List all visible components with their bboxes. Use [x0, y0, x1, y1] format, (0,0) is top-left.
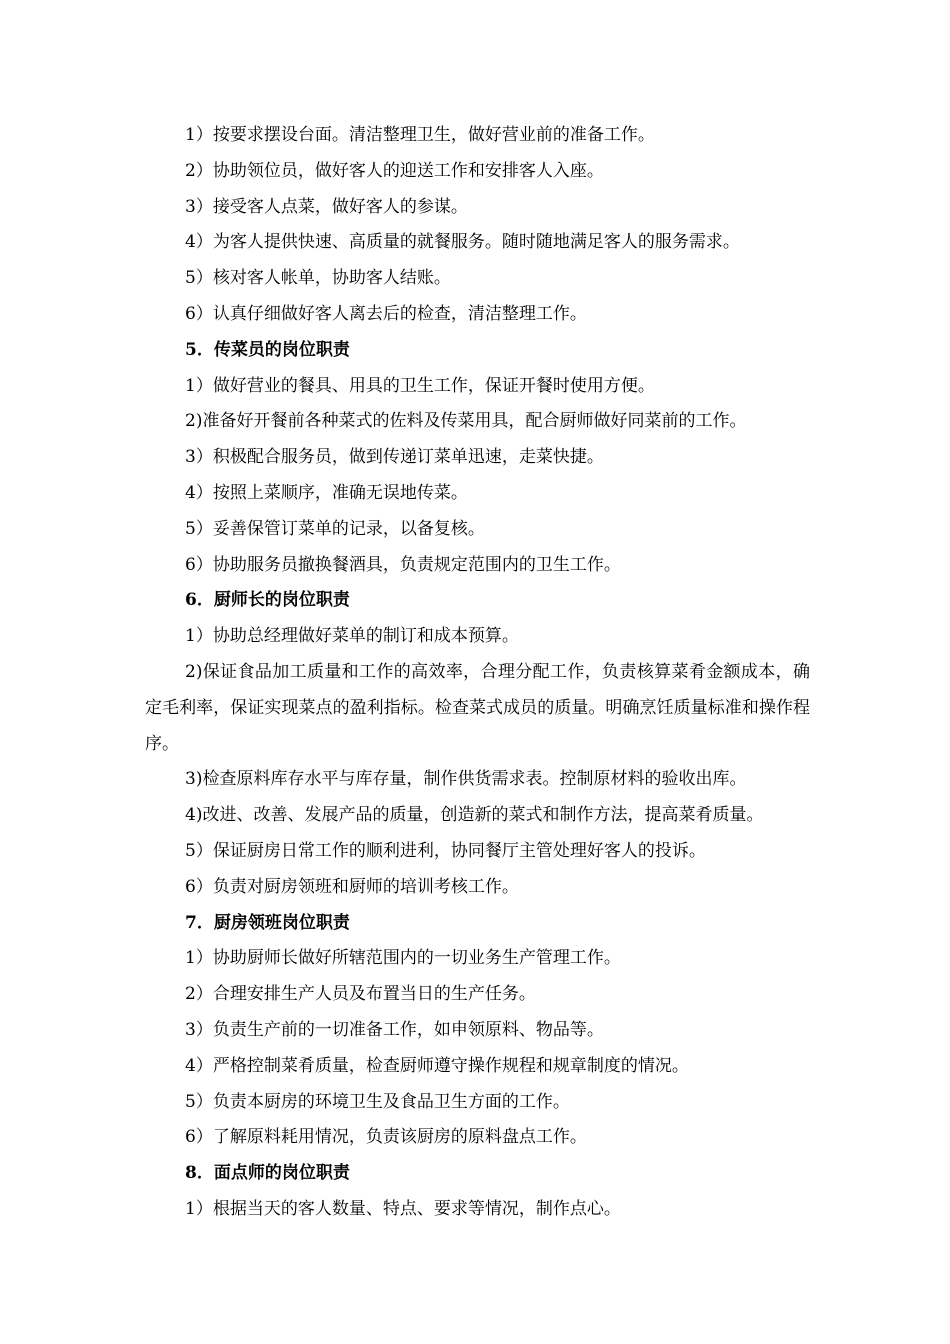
list-item: 3)检查原料库存水平与库存量，制作供货需求表。控制原材料的验收出库。 [185, 769, 747, 790]
list-item: 1）做好营业的餐具、用具的卫生工作，保证开餐时使用方便。 [185, 375, 655, 396]
list-item: 4）按照上菜顺序，准确无误地传菜。 [185, 482, 468, 503]
section-heading-pastry-chef: 8．面点师的岗位职责 [185, 1163, 350, 1184]
list-item: 3）接受客人点菜，做好客人的参谋。 [185, 196, 468, 217]
list-item: 1）协助总经理做好菜单的制订和成本预算。 [185, 626, 519, 647]
list-item: 2）协助领位员，做好客人的迎送工作和安排客人入座。 [185, 160, 604, 181]
list-item: 1）根据当天的客人数量、特点、要求等情况，制作点心。 [185, 1198, 621, 1219]
list-item: 6）负责对厨房领班和厨师的培训考核工作。 [185, 876, 519, 897]
list-item: 1）协助厨师长做好所辖范围内的一切业务生产管理工作。 [185, 948, 621, 969]
list-item: 6）认真仔细做好客人离去后的检查，清洁整理工作。 [185, 303, 587, 324]
list-item: 5）妥善保管订菜单的记录，以备复核。 [185, 518, 485, 539]
list-item: 5）负责本厨房的环境卫生及食品卫生方面的工作。 [185, 1091, 570, 1112]
list-item-paragraph: 2)保证食品加工质量和工作的高效率，合理分配工作，负责核算菜肴金额成本，确定毛利率，保证实现菜点的盈利指标。检查菜式成员的质量。明确烹饪质量标准和操作程序。 [145, 661, 810, 754]
section-heading-kitchen-supervisor: 7．厨房领班岗位职责 [185, 912, 350, 933]
list-item: 2）合理安排生产人员及布置当日的生产任务。 [185, 984, 536, 1005]
list-item: 6）协助服务员撤换餐酒具，负责规定范围内的卫生工作。 [185, 554, 621, 575]
document-body [145, 118, 810, 1228]
list-item: 2)准备好开餐前各种菜式的佐料及传菜用具，配合厨师做好同菜前的工作。 [185, 411, 747, 432]
section-heading-head-chef: 6．厨师长的岗位职责 [185, 590, 350, 611]
list-item: 4)改进、改善、发展产品的质量，创造新的菜式和制作方法，提高菜肴质量。 [185, 805, 764, 826]
list-item: 1）按要求摆设台面。清洁整理卫生，做好营业前的准备工作。 [185, 125, 655, 145]
list-item: 6）了解原料耗用情况，负责该厨房的原料盘点工作。 [185, 1127, 587, 1148]
list-item: 5）保证厨房日常工作的顺利进利，协同餐厅主管处理好客人的投诉。 [185, 840, 706, 861]
section-heading-food-runner: 5．传菜员的岗位职责 [185, 339, 350, 360]
list-item: 4）严格控制菜肴质量，检查厨师遵守操作规程和规章制度的情况。 [185, 1055, 689, 1076]
list-item: 5）核对客人帐单，协助客人结账。 [185, 268, 451, 289]
list-item: 3）积极配合服务员，做到传递订菜单迅速，走菜快捷。 [185, 447, 604, 468]
list-item: 3）负责生产前的一切准备工作，如申领原料、物品等。 [185, 1019, 604, 1040]
list-item: 4）为客人提供快速、高质量的就餐服务。随时随地满足客人的服务需求。 [185, 232, 740, 253]
